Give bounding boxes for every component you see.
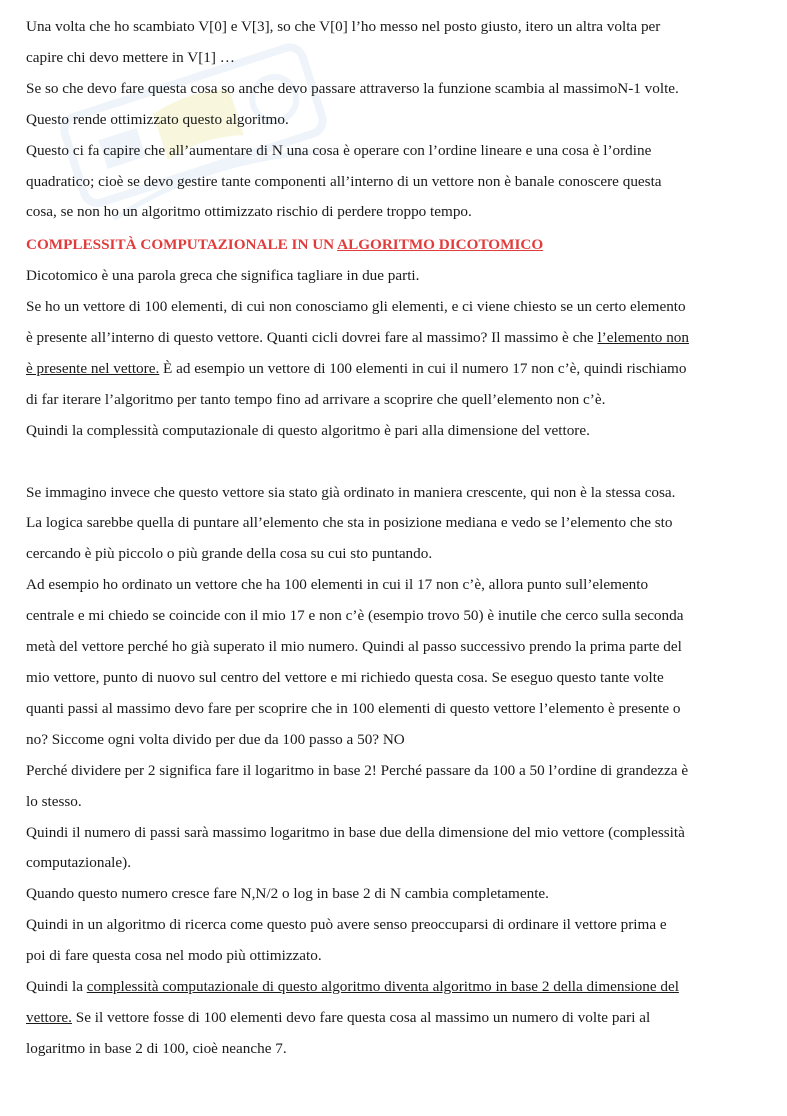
text-segment: È ad esempio un vettore di 100 elementi in cui il numero 17 non c’è, quindi rischiamo bbox=[159, 359, 687, 377]
text-line bbox=[26, 972, 761, 1003]
text-line: La logica sarebbe quella di puntare all’elemento che sta in posizione mediana e vedo se l’elemento che sto bbox=[26, 514, 673, 532]
text-line: Una volta che ho scambiato V[0] e V[3], so che V[0] l’ho messo nel posto giusto, itero un altra volta per bbox=[26, 18, 661, 35]
text-line: Se ho un vettore di 100 elementi, di cui non conosciamo gli elementi, e ci viene chiesto se un certo elemento bbox=[26, 298, 686, 316]
underlined-text: complessità computazionale di questo algoritmo diventa algoritmo in base 2 della dimensione del bbox=[86, 978, 679, 996]
text-line bbox=[26, 354, 761, 385]
text-line: mio vettore, punto di nuovo sul centro del vettore e mi richiedo questa cosa. Se eseguo questo tante volte bbox=[26, 669, 664, 687]
text-line bbox=[26, 1003, 761, 1034]
text-line: poi di fare questa cosa nel modo più ottimizzato. bbox=[26, 947, 322, 965]
text-line: Se so che devo fare questa cosa so anche devo passare attraverso la funzione scambia al massimoN-1 volte. bbox=[26, 79, 679, 97]
section-heading bbox=[26, 230, 761, 261]
text-line: centrale e mi chiedo se coincide con il mio 17 e non c’è (esempio trovo 50) è inutile che cerco sulla seconda bbox=[26, 607, 684, 625]
text-line: logaritmo in base 2 di 100, cioè neanche 7. bbox=[26, 1039, 287, 1057]
text-line: Dicotomico è una parola greca che significa tagliare in due parti. bbox=[26, 267, 420, 285]
text-line: Questo rende ottimizzato questo algoritmo. bbox=[26, 110, 289, 128]
document-body bbox=[26, 12, 761, 1065]
text-line: Ad esempio ho ordinato un vettore che ha 100 elementi in cui il 17 non c’è, allora punto sull’elemento bbox=[26, 576, 649, 594]
section-heading-underlined: ALGORITMO DICOTOMICO bbox=[337, 236, 544, 254]
text-line: Questo ci fa capire che all’aumentare di N una cosa è operare con l’ordine lineare e una cosa è l’ordine bbox=[26, 141, 652, 159]
text-segment: Quindi la bbox=[26, 978, 87, 996]
text-line bbox=[26, 323, 761, 354]
text-line: Quindi la complessità computazionale di questo algoritmo è pari alla dimensione del vettore. bbox=[26, 421, 590, 439]
text-segment: Se il vettore fosse di 100 elementi devo fare questa cosa al massimo un numero di volte pari al bbox=[71, 1008, 651, 1026]
text-line: Se immagino invece che questo vettore sia stato già ordinato in maniera crescente, qui non è la stessa cosa. bbox=[26, 483, 676, 501]
text-line: no? Siccome ogni volta divido per due da 100 passo a 50? NO bbox=[26, 730, 405, 748]
text-line: cosa, se non ho un algoritmo ottimizzato rischio di perdere troppo tempo. bbox=[26, 203, 472, 221]
text-line: Quindi in un algoritmo di ricerca come questo può avere senso preoccuparsi di ordinare il vettore prima e bbox=[26, 916, 667, 934]
paragraph-gap bbox=[26, 447, 761, 478]
underlined-text: l’elemento non bbox=[597, 329, 689, 347]
text-line: metà del vettore perché ho già superato il mio numero. Quindi al passo successivo prendo la prima parte del bbox=[26, 638, 682, 656]
text-line: Quando questo numero cresce fare N,N/2 o log in base 2 di N cambia completamente. bbox=[26, 885, 549, 903]
text-line: quadratico; cioè se devo gestire tante componenti all’interno di un vettore non è banale conoscere questa bbox=[26, 172, 662, 190]
text-line: di far iterare l’algoritmo per tanto tempo fino ad arrivare a scoprire che quell’elemento non c’è. bbox=[26, 390, 606, 408]
underlined-text: vettore. bbox=[26, 1008, 72, 1026]
text-line: Quindi il numero di passi sarà massimo logaritmo in base due della dimensione del mio vettore (complessità bbox=[26, 823, 685, 841]
text-line: capire chi devo mettere in V[1] … bbox=[26, 48, 235, 66]
section-heading-text: COMPLESSITÀ COMPUTAZIONALE IN UN bbox=[26, 236, 338, 254]
text-line: lo stesso. bbox=[26, 792, 82, 810]
text-line: computazionale). bbox=[26, 854, 131, 872]
text-segment: è presente all’interno di questo vettore. Quanti cicli dovrei fare al massimo? Il massimo è che bbox=[26, 329, 598, 347]
text-line: Perché dividere per 2 significa fare il logaritmo in base 2! Perché passare da 100 a 50 l’ordine di grandezza è bbox=[26, 761, 689, 779]
text-line: cercando è più piccolo o più grande della cosa su cui sto puntando. bbox=[26, 545, 433, 563]
text-line: quanti passi al massimo devo fare per scoprire che in 100 elementi di questo vettore l’elemento è presente o bbox=[26, 699, 681, 717]
underlined-text: è presente nel vettore. bbox=[26, 359, 160, 377]
